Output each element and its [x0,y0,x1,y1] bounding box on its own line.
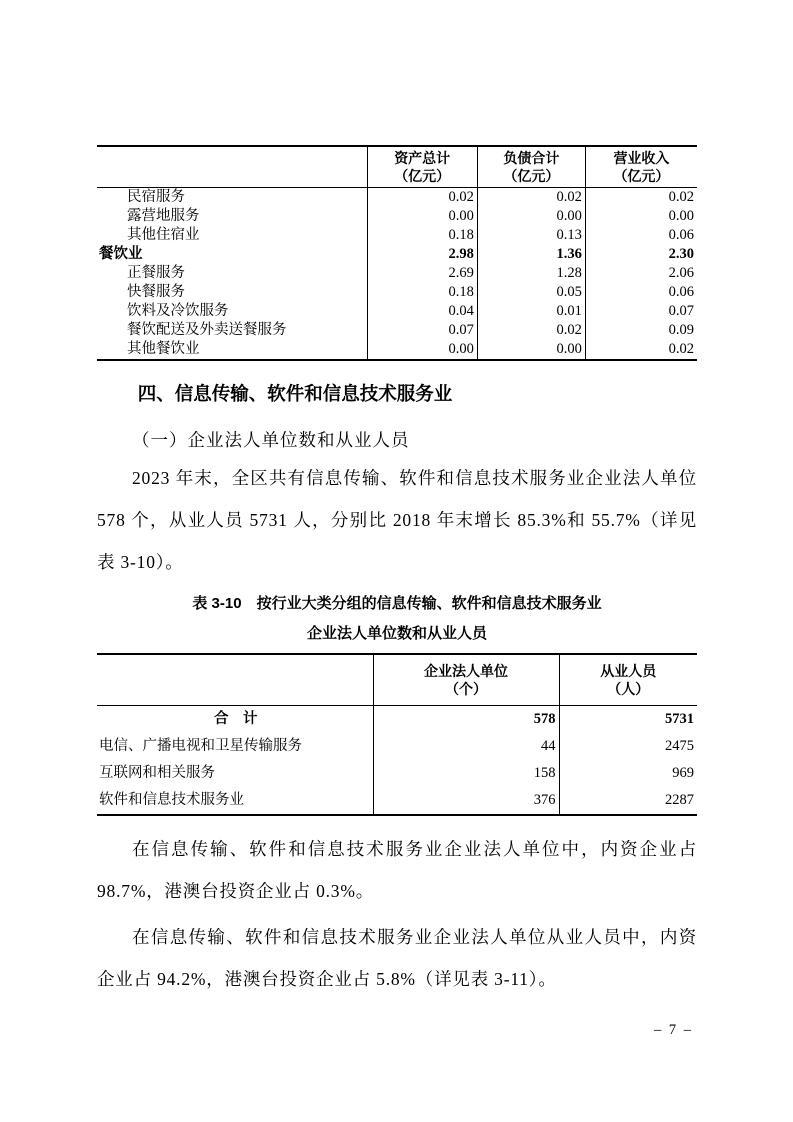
it-services-table [97,653,697,816]
row-value: 0.05 [477,283,585,302]
page-content [97,145,697,1000]
row-label: 互联网和相关服务 [99,765,215,781]
table-row [97,302,697,321]
header-spacer [97,146,367,188]
table-row [97,188,697,208]
table-header-row [97,654,697,706]
row-value: 578 [373,706,559,734]
table-title-line1: 表 3-10 按行业大类分组的信息传输、软件和信息技术服务业 [192,595,602,612]
row-value: 0.00 [477,207,585,226]
accommodation-catering-table [97,145,697,361]
row-value: 2.30 [585,245,697,264]
row-value: 0.00 [367,340,477,360]
table-row [97,245,697,264]
section-heading: 四、信息传输、软件和信息技术服务业 [137,383,453,404]
table-row [97,321,697,340]
table-row [97,787,697,815]
header-legal-units [373,654,559,706]
row-value: 0.02 [585,340,697,360]
header-assets [367,146,477,188]
header-line1: 从业人员 [600,663,657,679]
row-value: 0.02 [477,321,585,340]
row-value: 2.06 [585,264,697,283]
table-title-line2: 企业法人单位数和从业人员 [306,625,487,642]
row-value: 2287 [559,787,697,815]
row-value: 0.02 [367,188,477,208]
header-line1: 企业法人单位 [424,663,508,679]
row-label: 正餐服务 [127,265,185,281]
row-value: 0.00 [367,207,477,226]
row-value: 0.13 [477,226,585,245]
row-value: 5731 [559,706,697,734]
row-value: 0.01 [477,302,585,321]
row-value: 0.18 [367,226,477,245]
header-line2: （亿元） [394,168,451,184]
header-line2: （个） [445,681,487,697]
row-label: 其他餐饮业 [127,341,200,357]
header-line2: （人） [607,681,650,697]
table-row [97,207,697,226]
row-value: 1.28 [477,264,585,283]
table-row [97,733,697,760]
header-line1: 负债合计 [503,150,560,166]
header-spacer [97,654,373,706]
row-value: 2475 [559,733,697,760]
row-value: 376 [373,787,559,815]
table-title [97,589,697,649]
paragraph: 在信息传输、软件和信息技术服务业企业法人单位从业人员中，内资企业占 94.2%，港澳台投资企业占 5.8%（详见表 3-11）。 [97,927,697,989]
row-label: 露营地服务 [127,208,200,224]
header-line1: 营业收入 [613,150,670,166]
row-value: 2.98 [367,245,477,264]
row-label: 餐饮配送及外卖送餐服务 [127,322,287,338]
row-value: 0.00 [585,207,697,226]
table-row [97,226,697,245]
header-revenue [585,146,697,188]
paragraph: 2023 年末，全区共有信息传输、软件和信息技术服务业企业法人单位 578 个，从业人员 5731 人，分别比 2018 年末增长 85.3%和 55.7%（详见表 3-10）。 [97,468,697,572]
header-line2: （亿元） [613,168,670,184]
row-value: 0.00 [477,340,585,360]
row-value: 0.07 [367,321,477,340]
row-value: 44 [373,733,559,760]
paragraph: 在信息传输、软件和信息技术服务业企业法人单位中，内资企业占 98.7%，港澳台投资企业占 0.3%。 [97,839,697,901]
row-value: 2.69 [367,264,477,283]
row-value: 0.18 [367,283,477,302]
row-value: 158 [373,760,559,787]
row-label: 快餐服务 [127,284,185,300]
table-header-row [97,146,697,188]
header-employees [559,654,697,706]
row-value: 1.36 [477,245,585,264]
table-row [97,706,697,734]
row-value: 0.06 [585,226,697,245]
row-value: 0.04 [367,302,477,321]
row-label: 餐饮业 [99,246,143,262]
row-label: 其他住宿业 [127,227,200,243]
header-line1: 资产总计 [394,150,451,166]
row-value: 0.07 [585,302,697,321]
row-label: 电信、广播电视和卫星传输服务 [99,738,302,754]
table-row [97,340,697,360]
page-number: – 7 – [654,1022,693,1038]
row-value: 0.02 [477,188,585,208]
section-subheading: （一）企业法人单位数和从业人员 [132,430,410,450]
table-row [97,283,697,302]
table-row [97,760,697,787]
row-label: 软件和信息技术服务业 [99,792,244,808]
row-value: 0.09 [585,321,697,340]
row-label: 饮料及冷饮服务 [127,303,229,319]
row-label: 民宿服务 [127,189,185,205]
header-line2: （亿元） [503,168,560,184]
row-value: 0.06 [585,283,697,302]
table-row [97,264,697,283]
header-liabilities [477,146,585,188]
row-value: 0.02 [585,188,697,208]
row-label: 合 计 [214,711,258,727]
row-value: 969 [559,760,697,787]
